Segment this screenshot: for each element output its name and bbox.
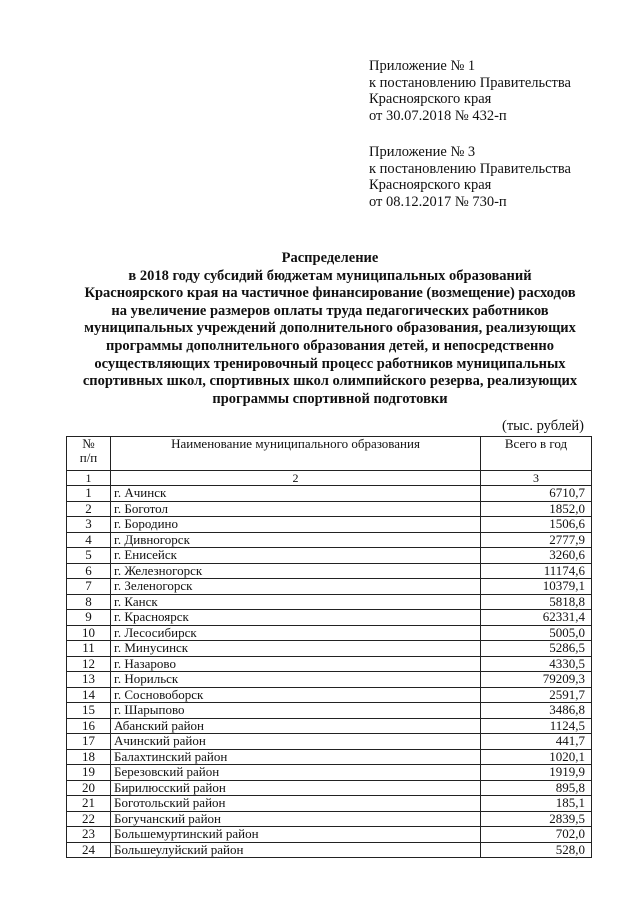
municipality-name: г. Ачинск bbox=[111, 486, 481, 502]
row-number: 8 bbox=[67, 594, 111, 610]
annual-total: 528,0 bbox=[481, 842, 592, 858]
annual-total: 895,8 bbox=[481, 780, 592, 796]
row-number: 4 bbox=[67, 532, 111, 548]
row-number: 6 bbox=[67, 563, 111, 579]
appendix-1-line: от 30.07.2018 № 432-п bbox=[369, 107, 507, 124]
municipality-name: г. Енисейск bbox=[111, 548, 481, 564]
annual-total: 79209,3 bbox=[481, 672, 592, 688]
municipality-name: Абанский район bbox=[111, 718, 481, 734]
column-index-row bbox=[67, 471, 592, 486]
table-row bbox=[67, 548, 592, 564]
annual-total: 4330,5 bbox=[481, 656, 592, 672]
municipality-name: г. Лесосибирск bbox=[111, 625, 481, 641]
municipality-name: г. Железногорск bbox=[111, 563, 481, 579]
row-number: 12 bbox=[67, 656, 111, 672]
row-number: 11 bbox=[67, 641, 111, 657]
municipality-name: г. Сосновоборск bbox=[111, 687, 481, 703]
table-row bbox=[67, 765, 592, 781]
annual-total: 1506,6 bbox=[481, 517, 592, 533]
annual-total: 5818,8 bbox=[481, 594, 592, 610]
table-row bbox=[67, 827, 592, 843]
annual-total: 1919,9 bbox=[481, 765, 592, 781]
table-row bbox=[67, 594, 592, 610]
table-row bbox=[67, 672, 592, 688]
table-row bbox=[67, 703, 592, 719]
row-number: 21 bbox=[67, 796, 111, 812]
title-line: спортивных школ, спортивных школ олимпийского резерва, реализующих bbox=[82, 373, 578, 390]
table-row bbox=[67, 734, 592, 750]
header-total: Всего в год bbox=[481, 437, 592, 471]
row-number: 3 bbox=[67, 517, 111, 533]
annual-total: 10379,1 bbox=[481, 579, 592, 595]
row-number: 17 bbox=[67, 734, 111, 750]
table-row bbox=[67, 811, 592, 827]
municipality-name: г. Бородино bbox=[111, 517, 481, 533]
appendix-1-line: Красноярского края bbox=[369, 91, 492, 107]
distribution-table bbox=[66, 436, 592, 858]
annual-total: 702,0 bbox=[481, 827, 592, 843]
row-number: 13 bbox=[67, 672, 111, 688]
row-number: 18 bbox=[67, 749, 111, 765]
row-number: 16 bbox=[67, 718, 111, 734]
title-line: программы спортивной подготовки bbox=[212, 390, 448, 407]
annual-total: 2839,5 bbox=[481, 811, 592, 827]
column-index: 2 bbox=[111, 471, 481, 486]
title-line: программы дополнительного образования детей, и непосредственно bbox=[105, 337, 555, 354]
header-number-line1: № bbox=[82, 436, 95, 451]
units-label: (тыс. рублей) bbox=[502, 418, 584, 434]
row-number: 15 bbox=[67, 703, 111, 719]
title-line: Распределение bbox=[281, 250, 379, 266]
table-row bbox=[67, 780, 592, 796]
municipality-name: г. Назарово bbox=[111, 656, 481, 672]
municipality-name: г. Зеленогорск bbox=[111, 579, 481, 595]
table-row bbox=[67, 579, 592, 595]
annual-total: 1852,0 bbox=[481, 501, 592, 517]
appendix-3-line: к постановлению Правительства bbox=[369, 160, 571, 177]
table-row bbox=[67, 625, 592, 641]
row-number: 22 bbox=[67, 811, 111, 827]
table-row bbox=[67, 749, 592, 765]
table-row bbox=[67, 501, 592, 517]
column-index: 1 bbox=[67, 471, 111, 486]
row-number: 7 bbox=[67, 579, 111, 595]
municipality-name: Березовский район bbox=[111, 765, 481, 781]
municipality-name: Большеулуйский район bbox=[111, 842, 481, 858]
row-number: 10 bbox=[67, 625, 111, 641]
row-number: 14 bbox=[67, 687, 111, 703]
title-line: на увеличение размеров оплаты труда педагогических работников bbox=[111, 302, 549, 319]
annual-total: 11174,6 bbox=[481, 563, 592, 579]
table-row bbox=[67, 517, 592, 533]
table-row bbox=[67, 687, 592, 703]
municipality-name: г. Минусинск bbox=[111, 641, 481, 657]
annual-total: 5286,5 bbox=[481, 641, 592, 657]
appendix-3-line: Приложение № 3 bbox=[369, 144, 476, 160]
row-number: 9 bbox=[67, 610, 111, 626]
table-row bbox=[67, 641, 592, 657]
appendix-3-block bbox=[369, 144, 571, 210]
title-line: осуществляющих тренировочный процесс работников муниципальных bbox=[94, 355, 566, 372]
appendix-1-block bbox=[369, 58, 571, 124]
table-row bbox=[67, 796, 592, 812]
title-line: муниципальных учреждений дополнительного образования, реализующих bbox=[84, 320, 576, 337]
municipality-name: Ачинский район bbox=[111, 734, 481, 750]
municipality-name: Бирилюсский район bbox=[111, 780, 481, 796]
annual-total: 3486,8 bbox=[481, 703, 592, 719]
document-title bbox=[60, 250, 600, 408]
row-number: 20 bbox=[67, 780, 111, 796]
annual-total: 6710,7 bbox=[481, 486, 592, 502]
row-number: 24 bbox=[67, 842, 111, 858]
annual-total: 1020,1 bbox=[481, 749, 592, 765]
header-number bbox=[67, 437, 111, 471]
annual-total: 3260,6 bbox=[481, 548, 592, 564]
header-number-line2: п/п bbox=[79, 450, 98, 465]
municipality-name: г. Канск bbox=[111, 594, 481, 610]
title-line: Красноярского края на частичное финансирование (возмещение) расходов bbox=[84, 285, 576, 302]
annual-total: 62331,4 bbox=[481, 610, 592, 626]
municipality-name: г. Красноярск bbox=[111, 610, 481, 626]
row-number: 2 bbox=[67, 501, 111, 517]
table-row bbox=[67, 532, 592, 548]
table-header-row bbox=[67, 437, 592, 471]
municipality-name: г. Шарыпово bbox=[111, 703, 481, 719]
column-index: 3 bbox=[481, 471, 592, 486]
municipality-name: Большемуртинский район bbox=[111, 827, 481, 843]
municipality-name: Боготольский район bbox=[111, 796, 481, 812]
municipality-name: г. Дивногорск bbox=[111, 532, 481, 548]
appendix-3-line: от 08.12.2017 № 730-п bbox=[369, 193, 507, 210]
municipality-name: г. Норильск bbox=[111, 672, 481, 688]
table-row bbox=[67, 486, 592, 502]
table-row bbox=[67, 656, 592, 672]
municipality-name: Богучанский район bbox=[111, 811, 481, 827]
row-number: 1 bbox=[67, 486, 111, 502]
annual-total: 1124,5 bbox=[481, 718, 592, 734]
row-number: 5 bbox=[67, 548, 111, 564]
row-number: 19 bbox=[67, 765, 111, 781]
appendix-1-line: Приложение № 1 bbox=[369, 58, 476, 74]
municipality-name: г. Боготол bbox=[111, 501, 481, 517]
appendix-3-line: Красноярского края bbox=[369, 177, 492, 193]
appendix-1-line: к постановлению Правительства bbox=[369, 74, 571, 91]
annual-total: 441,7 bbox=[481, 734, 592, 750]
table-row bbox=[67, 718, 592, 734]
title-line: в 2018 году субсидий бюджетам муниципальных образований bbox=[128, 267, 532, 284]
annual-total: 185,1 bbox=[481, 796, 592, 812]
annual-total: 2591,7 bbox=[481, 687, 592, 703]
annual-total: 2777,9 bbox=[481, 532, 592, 548]
table-row bbox=[67, 842, 592, 858]
annual-total: 5005,0 bbox=[481, 625, 592, 641]
header-name: Наименование муниципального образования bbox=[111, 437, 481, 471]
row-number: 23 bbox=[67, 827, 111, 843]
municipality-name: Балахтинский район bbox=[111, 749, 481, 765]
table-row bbox=[67, 563, 592, 579]
table-row bbox=[67, 610, 592, 626]
